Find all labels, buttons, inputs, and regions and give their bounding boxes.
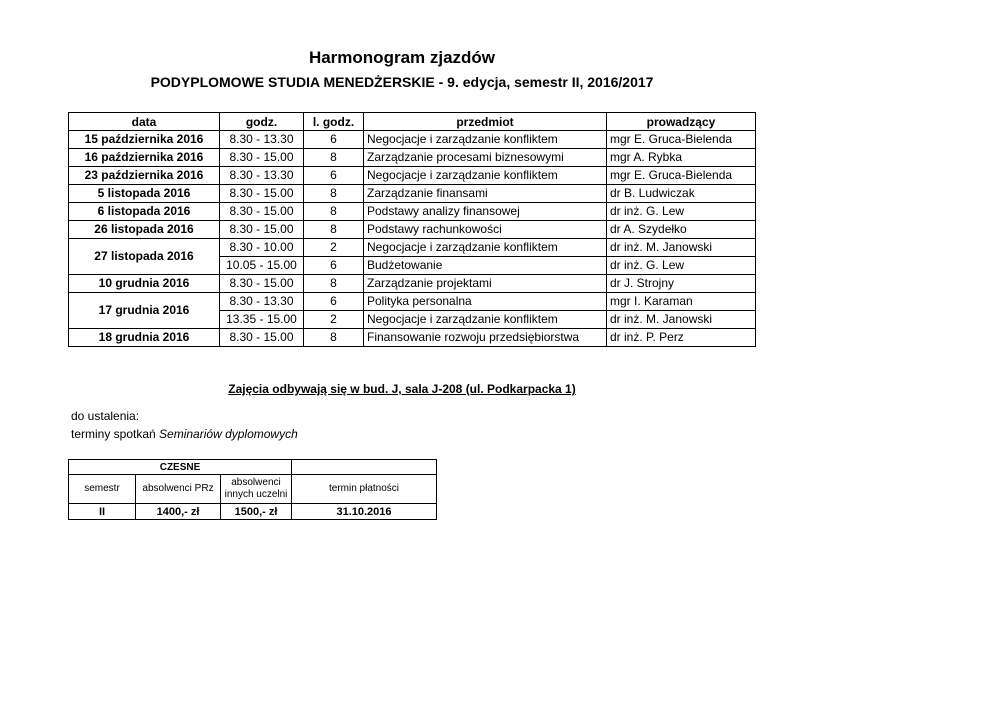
cell-lecturer: dr A. Szydełko bbox=[607, 221, 756, 239]
header-hours: l. godz. bbox=[304, 113, 364, 131]
fees-title-row bbox=[69, 460, 437, 475]
cell-time: 8.30 - 15.00 bbox=[220, 185, 304, 203]
cell-lecturer: dr J. Strojny bbox=[607, 275, 756, 293]
cell-time: 8.30 - 10.00 bbox=[220, 239, 304, 257]
cell-date: 15 października 2016 bbox=[69, 131, 220, 149]
cell-date: 5 listopada 2016 bbox=[69, 185, 220, 203]
cell-time: 10.05 - 15.00 bbox=[220, 257, 304, 275]
fees-header-prz: absolwenci PRz bbox=[136, 475, 221, 504]
cell-subject: Podstawy rachunkowości bbox=[364, 221, 607, 239]
header-lecturer: prowadzący bbox=[607, 113, 756, 131]
fees-table bbox=[68, 459, 437, 520]
table-row bbox=[69, 293, 756, 311]
cell-subject: Negocjacje i zarządzanie konfliktem bbox=[364, 311, 607, 329]
cell-date: 17 grudnia 2016 bbox=[69, 293, 220, 329]
cell-subject: Zarządzanie finansami bbox=[364, 185, 607, 203]
schedule-header-row bbox=[69, 113, 756, 131]
table-row bbox=[69, 504, 437, 520]
cell-lecturer: dr inż. G. Lew bbox=[607, 203, 756, 221]
cell-hours: 8 bbox=[304, 149, 364, 167]
cell-lecturer: mgr E. Gruca-Bielenda bbox=[607, 167, 756, 185]
cell-hours: 8 bbox=[304, 221, 364, 239]
cell-hours: 6 bbox=[304, 293, 364, 311]
seminar-note-prefix: terminy spotkań bbox=[71, 427, 160, 441]
cell-subject: Podstawy analizy finansowej bbox=[364, 203, 607, 221]
cell-lecturer: mgr A. Rybka bbox=[607, 149, 756, 167]
fees-header-other: absolwenci innych uczelni bbox=[221, 475, 292, 504]
cell-lecturer: mgr I. Karaman bbox=[607, 293, 756, 311]
cell-subject: Polityka personalna bbox=[364, 293, 607, 311]
table-row bbox=[69, 239, 756, 257]
fees-deadline: 31.10.2016 bbox=[292, 504, 437, 520]
cell-time: 13.35 - 15.00 bbox=[220, 311, 304, 329]
cell-time: 8.30 - 15.00 bbox=[220, 329, 304, 347]
cell-subject: Zarządzanie procesami biznesowymi bbox=[364, 149, 607, 167]
table-row bbox=[69, 221, 756, 239]
cell-subject: Negocjacje i zarządzanie konfliktem bbox=[364, 167, 607, 185]
cell-date: 23 października 2016 bbox=[69, 167, 220, 185]
cell-time: 8.30 - 15.00 bbox=[220, 221, 304, 239]
table-row bbox=[69, 185, 756, 203]
cell-hours: 8 bbox=[304, 203, 364, 221]
fees-semester: II bbox=[69, 504, 136, 520]
fees-header-row bbox=[69, 475, 437, 504]
cell-hours: 6 bbox=[304, 167, 364, 185]
document-subtitle: PODYPLOMOWE STUDIA MENEDŻERSKIE - 9. edycja, semestr II, 2016/2017 bbox=[150, 74, 654, 90]
seminar-note-italic: Seminariów dyplomowych bbox=[159, 427, 298, 441]
cell-date: 6 listopada 2016 bbox=[69, 203, 220, 221]
cell-lecturer: dr inż. M. Janowski bbox=[607, 311, 756, 329]
table-row bbox=[69, 275, 756, 293]
cell-time: 8.30 - 15.00 bbox=[220, 149, 304, 167]
cell-date: 16 października 2016 bbox=[69, 149, 220, 167]
table-row bbox=[69, 167, 756, 185]
cell-time: 8.30 - 13.30 bbox=[220, 167, 304, 185]
cell-subject: Negocjacje i zarządzanie konfliktem bbox=[364, 239, 607, 257]
cell-date: 18 grudnia 2016 bbox=[69, 329, 220, 347]
table-row bbox=[69, 131, 756, 149]
table-row bbox=[69, 149, 756, 167]
fees-header-semester: semestr bbox=[69, 475, 136, 504]
header-date: data bbox=[69, 113, 220, 131]
cell-hours: 6 bbox=[304, 257, 364, 275]
cell-lecturer: dr inż. P. Perz bbox=[607, 329, 756, 347]
cell-subject: Budżetowanie bbox=[364, 257, 607, 275]
cell-hours: 8 bbox=[304, 329, 364, 347]
cell-hours: 8 bbox=[304, 275, 364, 293]
seminar-note bbox=[71, 427, 298, 441]
header-time: godz. bbox=[220, 113, 304, 131]
cell-hours: 2 bbox=[304, 311, 364, 329]
cell-time: 8.30 - 13.30 bbox=[220, 293, 304, 311]
cell-subject: Finansowanie rozwoju przedsiębiorstwa bbox=[364, 329, 607, 347]
cell-date: 26 listopada 2016 bbox=[69, 221, 220, 239]
cell-lecturer: dr B. Ludwiczak bbox=[607, 185, 756, 203]
cell-hours: 8 bbox=[304, 185, 364, 203]
cell-subject: Zarządzanie projektami bbox=[364, 275, 607, 293]
cell-time: 8.30 - 13.30 bbox=[220, 131, 304, 149]
cell-time: 8.30 - 15.00 bbox=[220, 203, 304, 221]
cell-hours: 6 bbox=[304, 131, 364, 149]
cell-date: 10 grudnia 2016 bbox=[69, 275, 220, 293]
fees-prz: 1400,- zł bbox=[136, 504, 221, 520]
cell-lecturer: dr inż. G. Lew bbox=[607, 257, 756, 275]
fees-other: 1500,- zł bbox=[221, 504, 292, 520]
fees-title: CZESNE bbox=[69, 460, 292, 475]
fees-header-deadline: termin płatności bbox=[292, 475, 437, 504]
cell-time: 8.30 - 15.00 bbox=[220, 275, 304, 293]
header-subject: przedmiot bbox=[364, 113, 607, 131]
cell-lecturer: mgr E. Gruca-Bielenda bbox=[607, 131, 756, 149]
fees-title-blank bbox=[292, 460, 437, 475]
tbd-note: do ustalenia: bbox=[71, 409, 140, 423]
cell-lecturer: dr inż. M. Janowski bbox=[607, 239, 756, 257]
cell-date: 27 listopada 2016 bbox=[69, 239, 220, 275]
table-row bbox=[69, 329, 756, 347]
document-title: Harmonogram zjazdów bbox=[308, 48, 496, 67]
table-row bbox=[69, 203, 756, 221]
schedule-table bbox=[68, 112, 756, 347]
location-note: Zajęcia odbywają się w bud. J, sala J-208 (ul. Podkarpacka 1) bbox=[228, 382, 576, 396]
cell-hours: 2 bbox=[304, 239, 364, 257]
cell-subject: Negocjacje i zarządzanie konfliktem bbox=[364, 131, 607, 149]
